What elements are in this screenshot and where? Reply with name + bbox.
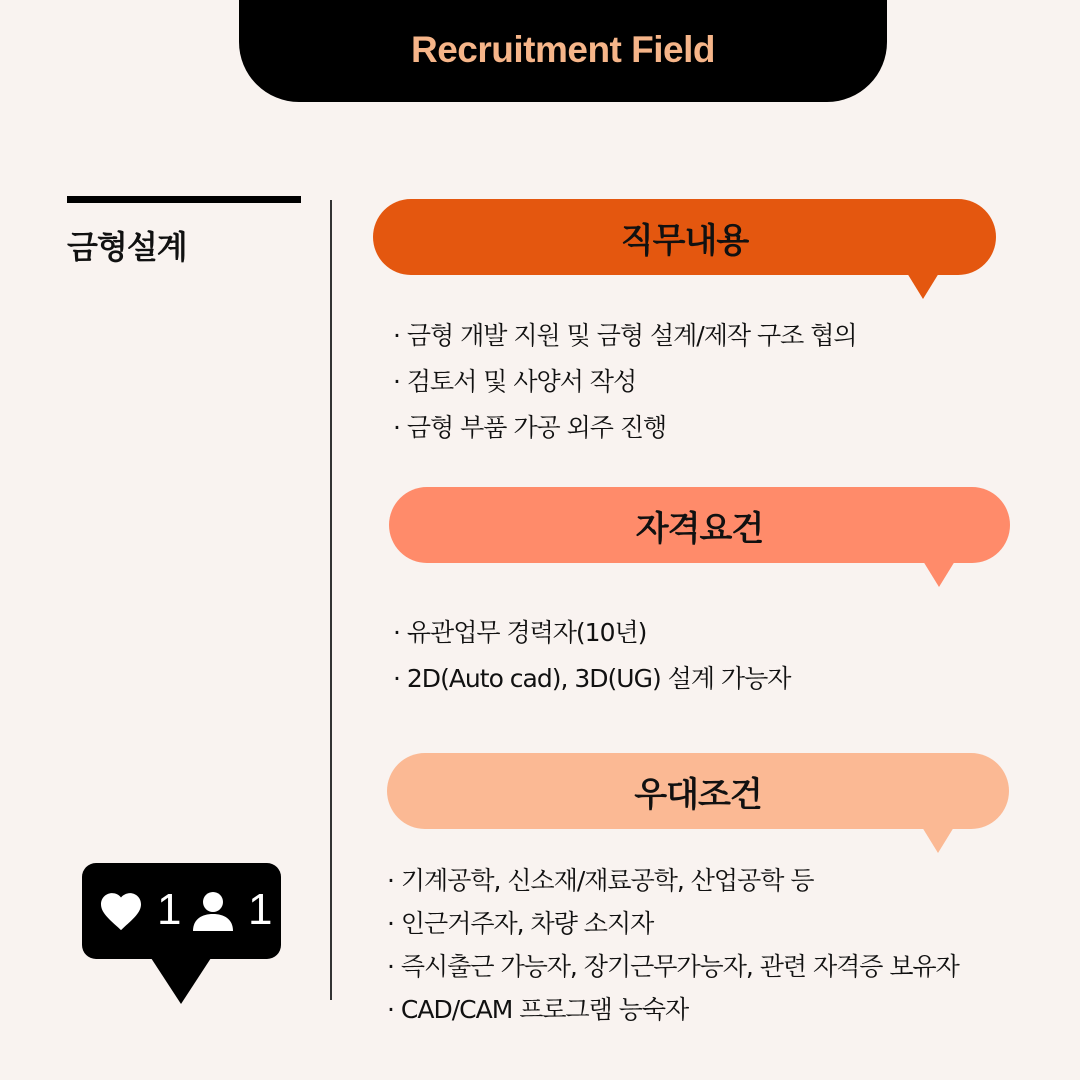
list-item: · 인근거주자, 차량 소지자 [387, 902, 959, 945]
notification-tail [151, 958, 211, 1004]
followers-count: 1 [248, 885, 273, 934]
section-heading-preferences: 우대조건 [387, 753, 1009, 829]
field-divider [67, 196, 301, 203]
list-item: · 금형 개발 지원 및 금형 설계/제작 구조 협의 [393, 313, 857, 359]
speech-tail [922, 827, 954, 853]
header-banner [239, 0, 887, 102]
field-title: 금형설계 [67, 228, 187, 266]
list-item: · CAD/CAM 프로그램 능숙자 [387, 988, 959, 1031]
heart-icon [99, 891, 143, 931]
duties-list [393, 313, 857, 451]
list-item: · 금형 부품 가공 외주 진행 [393, 405, 857, 451]
section-heading-requirements: 자격요건 [389, 487, 1010, 563]
list-item: · 검토서 및 사양서 작성 [393, 359, 857, 405]
person-icon [190, 891, 236, 931]
likes-count: 1 [157, 885, 182, 934]
list-item: · 2D(Auto cad), 3D(UG) 설계 가능자 [393, 656, 790, 702]
speech-tail [923, 561, 955, 587]
list-item: · 유관업무 경력자(10년) [393, 610, 790, 656]
section-heading-duties: 직무내용 [373, 199, 996, 275]
page-title: Recruitment Field [411, 29, 715, 70]
preferences-list [387, 859, 959, 1031]
notification-badge [82, 863, 281, 959]
list-item: · 기계공학, 신소재/재료공학, 산업공학 등 [387, 859, 959, 902]
list-item: · 즉시출근 가능자, 장기근무가능자, 관련 자격증 보유자 [387, 945, 959, 988]
vertical-divider [330, 200, 332, 1000]
requirements-list [393, 610, 790, 702]
speech-tail [907, 273, 939, 299]
